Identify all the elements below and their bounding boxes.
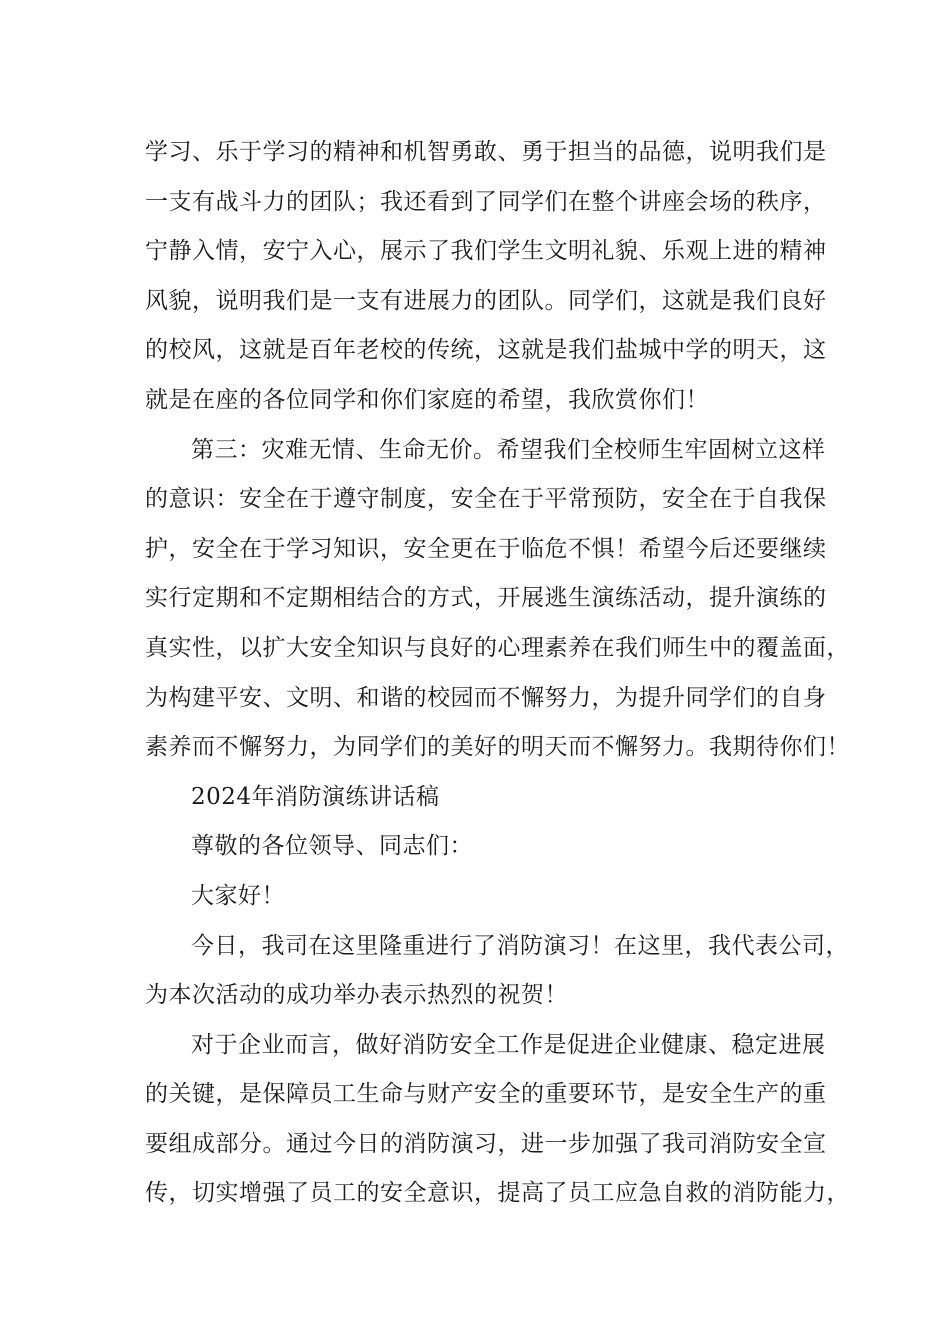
section-title: 2024年消防演练讲话稿 [191,783,440,810]
paragraph-start-line: 第三：灾难无情、生命无价。希望我们全校师生牢固树立这样 [191,436,826,463]
text-line: 素养而不懈努力，为同学们的美好的明天而不懈努力。我期待你们！ [145,734,850,761]
text-line: 的关键，是保障员工生命与财产安全的重要环节，是安全生产的重 [145,1081,827,1108]
paragraph-start-line: 对于企业而言，做好消防安全工作是促进企业健康、稳定进展 [191,1031,826,1058]
paragraph-start-line: 今日，我司在这里隆重进行了消防演习！在这里，我代表公司， [191,932,849,959]
text-line: 的校风，这就是百年老校的传统，这就是我们盐城中学的明天，这 [145,337,827,364]
document-body [145,128,850,1219]
salutation: 尊敬的各位领导、同志们： [191,833,473,860]
text-line: 就是在座的各位同学和你们家庭的希望，我欣赏你们！ [145,386,709,413]
text-line: 宁静入情，安宁入心，展示了我们学生文明礼貌、乐观上进的精神 [145,238,827,265]
text-line: 护，安全在于学习知识，安全更在于临危不惧！希望今后还要继续 [145,535,827,562]
text-line: 一支有战斗力的团队；我还看到了同学们在整个讲座会场的秩序， [145,188,827,215]
text-line: 要组成部分。通过今日的消防演习，进一步加强了我司消防安全宣 [145,1130,827,1157]
text-line: 的意识：安全在于遵守制度，安全在于平常预防，安全在于自我保 [145,486,827,513]
text-line: 学习、乐于学习的精神和机智勇敢、勇于担当的品德，说明我们是 [145,139,827,165]
text-line: 真实性，以扩大安全知识与良好的心理素养在我们师生中的覆盖面， [145,634,850,661]
text-line: 为本次活动的成功举办表示热烈的祝贺！ [145,982,568,1009]
text-line: 实行定期和不定期相结合的方式，开展逃生演练活动，提升演练的 [145,585,827,612]
greeting: 大家好！ [191,882,285,909]
text-line: 风貌，说明我们是一支有进展力的团队。同学们，这就是我们良好 [145,287,827,314]
text-line: 为构建平安、文明、和谐的校园而不懈努力，为提升同学们的自身 [145,684,827,711]
text-line: 传，切实增强了员工的安全意识，提高了员工应急自救的消防能力， [145,1180,850,1207]
